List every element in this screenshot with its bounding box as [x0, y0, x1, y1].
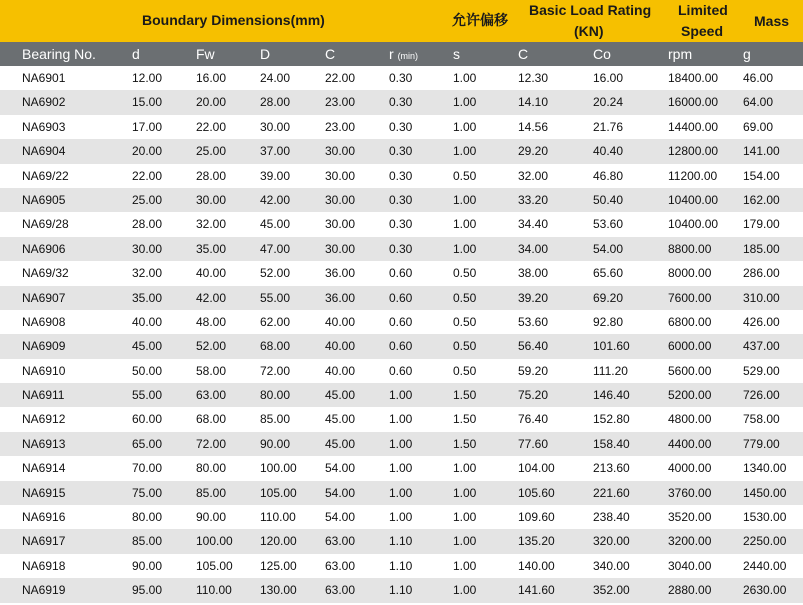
- cell-C: 45.00: [325, 388, 356, 403]
- cell-r: 0.30: [389, 119, 413, 134]
- cell-s: 1.00: [453, 558, 477, 573]
- cell-co: 238.40: [593, 510, 630, 525]
- table-row: [0, 139, 803, 163]
- cell-D: 28.00: [260, 95, 291, 110]
- cell-r: 1.10: [389, 534, 413, 549]
- cell-C: 40.00: [325, 363, 356, 378]
- cell-co: 221.60: [593, 485, 630, 500]
- cell-D: 68.00: [260, 339, 291, 354]
- cell-s: 0.50: [453, 363, 477, 378]
- cell-D: 52.00: [260, 266, 291, 281]
- cell-C: 36.00: [325, 266, 356, 281]
- cell-C: 30.00: [325, 217, 356, 232]
- cell-C: 22.00: [325, 71, 356, 85]
- table-row: [0, 505, 803, 529]
- cell-fw: 35.00: [196, 241, 227, 256]
- cell-g: 1530.00: [743, 510, 787, 525]
- cell-g: 286.00: [743, 266, 780, 281]
- cell-co: 16.00: [593, 71, 624, 85]
- cell-bearing-no: NA6904: [22, 144, 66, 159]
- cell-C: 40.00: [325, 314, 356, 329]
- cell-s: 0.50: [453, 168, 477, 183]
- cell-g: 162.00: [743, 192, 780, 207]
- table-row: [0, 334, 803, 358]
- cell-rpm: 12800.00: [668, 144, 719, 159]
- cell-bearing-no: NA69/32: [22, 266, 69, 281]
- cell-rpm: 3760.00: [668, 485, 712, 500]
- col-header-D: D: [260, 46, 271, 62]
- cell-s: 1.00: [453, 461, 477, 476]
- cell-C: 30.00: [325, 192, 356, 207]
- cell-g: 426.00: [743, 314, 780, 329]
- cell-fw: 68.00: [196, 412, 227, 427]
- cell-d: 32.00: [132, 266, 163, 281]
- cell-D: 55.00: [260, 290, 291, 305]
- cell-d: 90.00: [132, 558, 163, 573]
- cell-rpm: 14400.00: [668, 119, 719, 134]
- cell-cr: 104.00: [518, 461, 555, 476]
- table-row: [0, 456, 803, 480]
- cell-fw: 80.00: [196, 461, 227, 476]
- cell-d: 35.00: [132, 290, 163, 305]
- cell-bearing-no: NA6910: [22, 363, 66, 378]
- load-rating-header-line1: Basic Load Rating: [529, 2, 652, 18]
- col-header-fw: Fw: [196, 46, 215, 62]
- cell-g: 779.00: [743, 436, 780, 451]
- cell-g: 179.00: [743, 217, 780, 232]
- cell-co: 46.80: [593, 168, 624, 183]
- cell-rpm: 18400.00: [668, 71, 719, 85]
- cell-r: 0.60: [389, 266, 413, 281]
- cell-r: 1.00: [389, 388, 413, 403]
- cell-cr: 135.20: [518, 534, 555, 549]
- cell-bearing-no: NA6902: [22, 95, 66, 110]
- cell-cr: 38.00: [518, 266, 549, 281]
- cell-d: 95.00: [132, 583, 163, 598]
- table-row: [0, 554, 803, 578]
- table-row: [0, 188, 803, 212]
- cell-g: 437.00: [743, 339, 780, 354]
- cell-cr: 34.40: [518, 217, 549, 232]
- cell-co: 20.24: [593, 95, 624, 110]
- cell-r: 1.10: [389, 583, 413, 598]
- cell-fw: 42.00: [196, 290, 227, 305]
- cell-g: 529.00: [743, 363, 780, 378]
- col-header-C: C: [325, 46, 336, 62]
- cell-cr: 141.60: [518, 583, 555, 598]
- cell-fw: 100.00: [196, 534, 233, 549]
- cell-C: 30.00: [325, 144, 356, 159]
- cell-g: 64.00: [743, 95, 774, 110]
- cell-cr: 109.60: [518, 510, 555, 525]
- cell-D: 125.00: [260, 558, 297, 573]
- cell-rpm: 4400.00: [668, 436, 712, 451]
- cell-cr: 56.40: [518, 339, 549, 354]
- cell-fw: 32.00: [196, 217, 227, 232]
- cell-C: 63.00: [325, 534, 356, 549]
- cell-r: 1.00: [389, 510, 413, 525]
- table-row: [0, 66, 803, 90]
- cell-cr: 33.20: [518, 192, 549, 207]
- cell-C: 30.00: [325, 168, 356, 183]
- cell-co: 352.00: [593, 583, 630, 598]
- cell-C: 54.00: [325, 510, 356, 525]
- cell-cr: 29.20: [518, 144, 549, 159]
- cell-rpm: 10400.00: [668, 217, 719, 232]
- cell-d: 15.00: [132, 95, 163, 110]
- cell-r: 0.60: [389, 314, 413, 329]
- table-body: [0, 66, 803, 603]
- cell-rpm: 3040.00: [668, 558, 712, 573]
- limited-speed-header-line2: Speed: [681, 23, 724, 39]
- cell-fw: 16.00: [196, 71, 227, 85]
- table-row: [0, 90, 803, 114]
- cell-s: 1.00: [453, 95, 477, 110]
- cell-d: 65.00: [132, 436, 163, 451]
- cell-s: 1.00: [453, 144, 477, 159]
- table-row: [0, 115, 803, 139]
- cell-fw: 22.00: [196, 119, 227, 134]
- col-header-rpm: rpm: [668, 46, 693, 62]
- table-row: [0, 529, 803, 553]
- cell-s: 1.00: [453, 119, 477, 134]
- cell-g: 185.00: [743, 241, 780, 256]
- cell-cr: 14.10: [518, 95, 549, 110]
- cell-D: 62.00: [260, 314, 291, 329]
- cell-co: 213.60: [593, 461, 630, 476]
- table-row: [0, 407, 803, 431]
- cell-bearing-no: NA6914: [22, 461, 66, 476]
- cell-D: 85.00: [260, 412, 291, 427]
- cell-D: 24.00: [260, 71, 291, 85]
- cell-co: 92.80: [593, 314, 624, 329]
- cell-co: 101.60: [593, 339, 630, 354]
- cell-cr: 75.20: [518, 388, 549, 403]
- cell-C: 63.00: [325, 583, 356, 598]
- cell-g: 2250.00: [743, 534, 787, 549]
- cell-rpm: 3200.00: [668, 534, 712, 549]
- cell-d: 85.00: [132, 534, 163, 549]
- table-row: [0, 286, 803, 310]
- cell-r: 0.30: [389, 168, 413, 183]
- cell-r: 0.30: [389, 192, 413, 207]
- cell-d: 25.00: [132, 192, 163, 207]
- cell-r: 0.30: [389, 71, 413, 85]
- cell-g: 2630.00: [743, 583, 787, 598]
- col-header-r: [389, 42, 418, 68]
- cell-D: 100.00: [260, 461, 297, 476]
- cell-bearing-no: NA6901: [22, 71, 66, 85]
- table-row: [0, 359, 803, 383]
- cell-cr: 77.60: [518, 436, 549, 451]
- group-header-row: [0, 0, 803, 42]
- cell-g: 1340.00: [743, 461, 787, 476]
- limited-speed-header-line1: Limited: [678, 2, 728, 18]
- cell-rpm: 4000.00: [668, 461, 712, 476]
- col-header-d: d: [132, 46, 140, 62]
- cell-r: 0.30: [389, 217, 413, 232]
- cell-r: 1.00: [389, 436, 413, 451]
- cell-r: 0.60: [389, 339, 413, 354]
- cell-r: 0.60: [389, 290, 413, 305]
- col-header-cr: C: [518, 46, 529, 62]
- cell-fw: 25.00: [196, 144, 227, 159]
- cell-C: 54.00: [325, 485, 356, 500]
- cell-d: 45.00: [132, 339, 163, 354]
- cell-fw: 52.00: [196, 339, 227, 354]
- cell-rpm: 6000.00: [668, 339, 712, 354]
- col-header-r-sub: (min): [397, 51, 419, 61]
- cell-d: 12.00: [132, 71, 163, 85]
- cell-r: 1.00: [389, 461, 413, 476]
- cell-bearing-no: NA69/28: [22, 217, 69, 232]
- load-rating-header-line2: (KN): [574, 23, 604, 39]
- cell-d: 28.00: [132, 217, 163, 232]
- cell-s: 1.50: [453, 388, 477, 403]
- cell-r: 1.00: [389, 485, 413, 500]
- cell-bearing-no: NA6906: [22, 241, 66, 256]
- cell-r: 0.60: [389, 363, 413, 378]
- cell-fw: 105.00: [196, 558, 233, 573]
- cell-g: 2440.00: [743, 558, 787, 573]
- cell-bearing-no: NA6915: [22, 485, 66, 500]
- cell-s: 1.00: [453, 71, 477, 85]
- cell-bearing-no: NA6911: [22, 388, 65, 403]
- cell-D: 39.00: [260, 168, 291, 183]
- cell-rpm: 8800.00: [668, 241, 712, 256]
- cell-co: 69.20: [593, 290, 624, 305]
- col-header-s: s: [453, 46, 460, 62]
- cell-g: 69.00: [743, 119, 774, 134]
- cell-r: 1.10: [389, 558, 413, 573]
- cell-rpm: 10400.00: [668, 192, 719, 207]
- table-row: [0, 237, 803, 261]
- cell-C: 45.00: [325, 412, 356, 427]
- cell-s: 1.50: [453, 412, 477, 427]
- cell-co: 21.76: [593, 119, 624, 134]
- table-row: [0, 310, 803, 334]
- cell-s: 0.50: [453, 314, 477, 329]
- cell-D: 130.00: [260, 583, 297, 598]
- cell-bearing-no: NA6916: [22, 510, 66, 525]
- cell-rpm: 2880.00: [668, 583, 712, 598]
- table-row: [0, 432, 803, 456]
- cell-g: 726.00: [743, 388, 780, 403]
- cell-C: 54.00: [325, 461, 356, 476]
- cell-cr: 105.60: [518, 485, 555, 500]
- boundary-dimensions-header: Boundary Dimensions(mm): [142, 12, 325, 28]
- cell-s: 1.00: [453, 510, 477, 525]
- cell-rpm: 7600.00: [668, 290, 712, 305]
- cell-co: 340.00: [593, 558, 630, 573]
- cell-rpm: 11200.00: [668, 168, 718, 183]
- cell-d: 55.00: [132, 388, 163, 403]
- cell-fw: 30.00: [196, 192, 227, 207]
- cell-cr: 140.00: [518, 558, 555, 573]
- cell-rpm: 5200.00: [668, 388, 712, 403]
- cell-D: 47.00: [260, 241, 291, 256]
- cell-r: 0.30: [389, 144, 413, 159]
- cell-bearing-no: NA6909: [22, 339, 66, 354]
- cell-s: 1.00: [453, 485, 477, 500]
- column-header-row: [0, 42, 803, 66]
- cell-rpm: 3520.00: [668, 510, 712, 525]
- col-header-r-label: r: [389, 46, 394, 62]
- cell-C: 23.00: [325, 95, 356, 110]
- cell-D: 80.00: [260, 388, 291, 403]
- cell-fw: 20.00: [196, 95, 227, 110]
- cell-co: 40.40: [593, 144, 624, 159]
- cell-bearing-no: NA6917: [22, 534, 66, 549]
- cell-d: 30.00: [132, 241, 163, 256]
- cell-fw: 40.00: [196, 266, 227, 281]
- cell-D: 72.00: [260, 363, 291, 378]
- cell-s: 0.50: [453, 266, 477, 281]
- cell-s: 1.00: [453, 192, 477, 207]
- cell-cr: 59.20: [518, 363, 549, 378]
- cell-co: 111.20: [593, 363, 628, 378]
- cell-r: 0.30: [389, 241, 413, 256]
- cell-rpm: 16000.00: [668, 95, 719, 110]
- offset-header: 允许偏移: [452, 12, 508, 28]
- cell-g: 46.00: [743, 71, 774, 85]
- cell-fw: 48.00: [196, 314, 227, 329]
- cell-D: 45.00: [260, 217, 291, 232]
- cell-d: 75.00: [132, 485, 163, 500]
- table-row: [0, 164, 803, 188]
- cell-rpm: 4800.00: [668, 412, 712, 427]
- cell-co: 53.60: [593, 217, 624, 232]
- cell-fw: 63.00: [196, 388, 227, 403]
- cell-s: 1.00: [453, 583, 477, 598]
- cell-cr: 39.20: [518, 290, 549, 305]
- cell-cr: 34.00: [518, 241, 549, 256]
- cell-d: 40.00: [132, 314, 163, 329]
- table-row: [0, 383, 803, 407]
- cell-g: 310.00: [743, 290, 780, 305]
- cell-co: 146.40: [593, 388, 630, 403]
- cell-s: 0.50: [453, 339, 477, 354]
- cell-cr: 14.56: [518, 119, 549, 134]
- col-header-g: g: [743, 46, 751, 62]
- cell-bearing-no: NA6918: [22, 558, 66, 573]
- table-row: [0, 481, 803, 505]
- cell-rpm: 5600.00: [668, 363, 712, 378]
- cell-d: 60.00: [132, 412, 163, 427]
- table-row: [0, 578, 803, 602]
- cell-bearing-no: NA6905: [22, 192, 66, 207]
- cell-co: 54.00: [593, 241, 624, 256]
- cell-s: 1.00: [453, 217, 477, 232]
- cell-fw: 72.00: [196, 436, 227, 451]
- table-row: [0, 212, 803, 236]
- cell-D: 42.00: [260, 192, 291, 207]
- cell-bearing-no: NA6919: [22, 583, 66, 598]
- cell-bearing-no: NA6908: [22, 314, 66, 329]
- cell-d: 50.00: [132, 363, 163, 378]
- cell-r: 0.30: [389, 95, 413, 110]
- cell-g: 141.00: [743, 144, 780, 159]
- cell-co: 320.00: [593, 534, 630, 549]
- cell-rpm: 8000.00: [668, 266, 712, 281]
- cell-bearing-no: NA6907: [22, 290, 66, 305]
- cell-r: 1.00: [389, 412, 413, 427]
- cell-d: 22.00: [132, 168, 163, 183]
- col-header-bearing-no: Bearing No.: [22, 46, 96, 62]
- cell-cr: 76.40: [518, 412, 549, 427]
- cell-cr: 32.00: [518, 168, 549, 183]
- mass-header: Mass: [754, 13, 790, 29]
- cell-fw: 58.00: [196, 363, 227, 378]
- cell-C: 30.00: [325, 241, 356, 256]
- cell-bearing-no: NA6912: [22, 412, 66, 427]
- cell-g: 758.00: [743, 412, 780, 427]
- cell-s: 1.00: [453, 534, 477, 549]
- cell-D: 120.00: [260, 534, 297, 549]
- cell-D: 105.00: [260, 485, 297, 500]
- cell-cr: 53.60: [518, 314, 549, 329]
- cell-D: 30.00: [260, 119, 291, 134]
- col-header-co: Co: [593, 46, 611, 62]
- cell-C: 45.00: [325, 436, 356, 451]
- cell-co: 158.40: [593, 436, 630, 451]
- cell-co: 65.60: [593, 266, 624, 281]
- cell-D: 90.00: [260, 436, 291, 451]
- table-row: [0, 261, 803, 285]
- cell-C: 40.00: [325, 339, 356, 354]
- cell-fw: 110.00: [196, 583, 232, 598]
- cell-s: 1.50: [453, 436, 477, 451]
- cell-d: 17.00: [132, 119, 163, 134]
- cell-C: 63.00: [325, 558, 356, 573]
- cell-C: 36.00: [325, 290, 356, 305]
- cell-co: 152.80: [593, 412, 630, 427]
- cell-D: 110.00: [260, 510, 296, 525]
- cell-d: 80.00: [132, 510, 163, 525]
- cell-fw: 90.00: [196, 510, 227, 525]
- cell-co: 50.40: [593, 192, 624, 207]
- cell-bearing-no: NA6913: [22, 436, 66, 451]
- cell-bearing-no: NA69/22: [22, 168, 69, 183]
- cell-d: 70.00: [132, 461, 163, 476]
- cell-s: 1.00: [453, 241, 477, 256]
- cell-d: 20.00: [132, 144, 163, 159]
- cell-cr: 12.30: [518, 71, 549, 85]
- cell-s: 0.50: [453, 290, 477, 305]
- cell-bearing-no: NA6903: [22, 119, 66, 134]
- cell-g: 1450.00: [743, 485, 787, 500]
- cell-C: 23.00: [325, 119, 356, 134]
- cell-fw: 28.00: [196, 168, 227, 183]
- cell-D: 37.00: [260, 144, 291, 159]
- cell-fw: 85.00: [196, 485, 227, 500]
- cell-rpm: 6800.00: [668, 314, 712, 329]
- cell-g: 154.00: [743, 168, 780, 183]
